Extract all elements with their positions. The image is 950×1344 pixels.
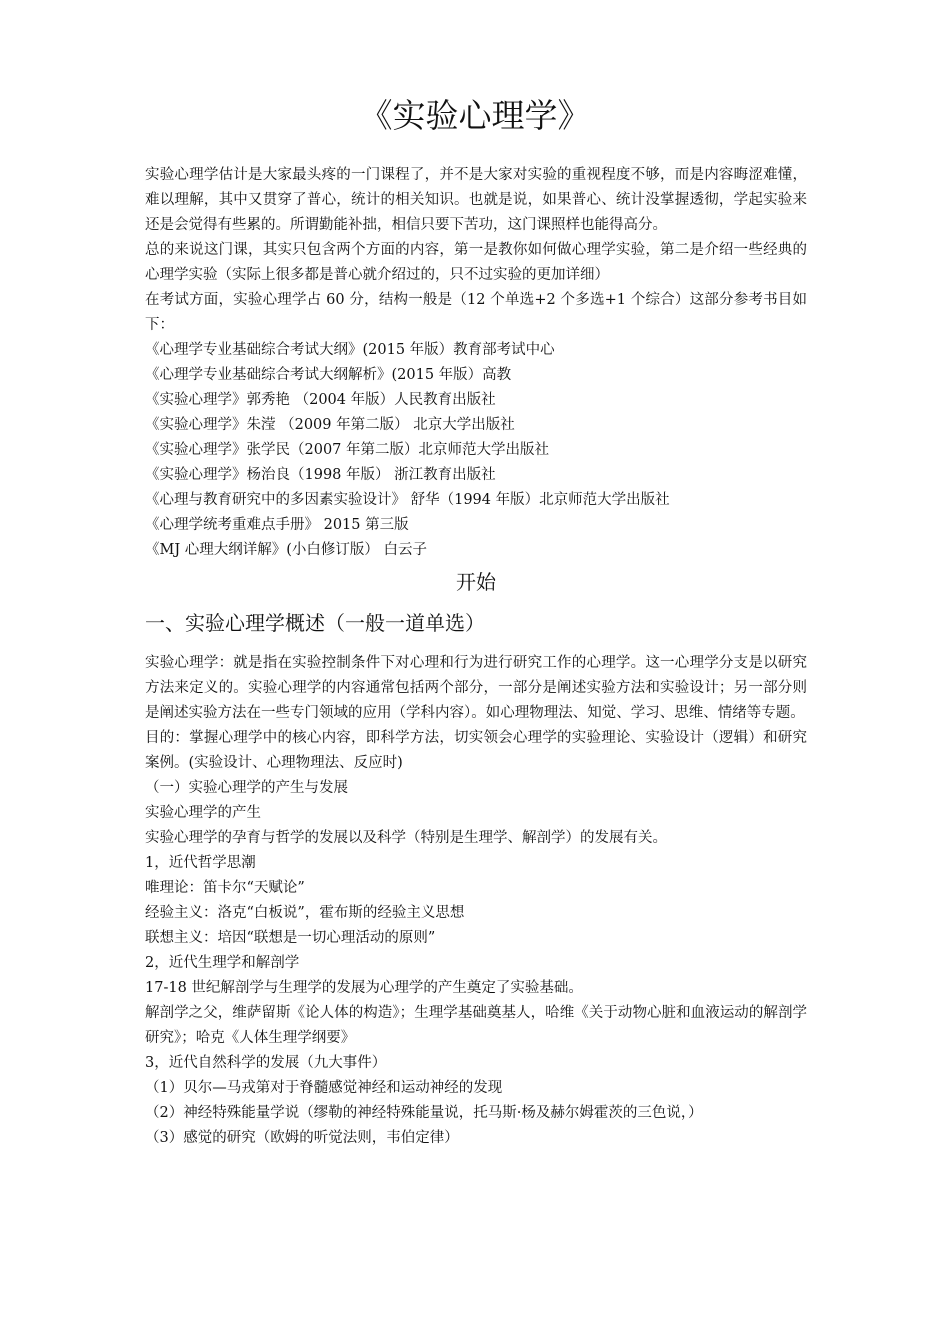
- intro-paragraph: 在考试方面，实验心理学占 60 分，结构一般是（12 个单选+2 个多选+1 个综合）这部分参考书目如下：: [145, 292, 807, 333]
- section-line: （1）贝尔—马戎第对于脊髓感觉神经和运动神经的发现: [145, 1080, 503, 1096]
- section-line: （一）实验心理学的产生与发展: [145, 780, 348, 796]
- reference-book: 《实验心理学》郭秀艳 （2004 年版）人民教育出版社: [145, 392, 496, 408]
- reference-book: 《实验心理学》张学民（2007 年第二版）北京师范大学出版社: [145, 442, 550, 458]
- section-line: （2）神经特殊能量学说（缪勒的神经特殊能量说，托马斯·杨及赫尔姆霍茨的三色说，）: [145, 1105, 703, 1121]
- intro-paragraph: 实验心理学估计是大家最头疼的一门课程了，并不是大家对实验的重视程度不够，而是内容晦涩难懂，难以理解，其中又贯穿了普心，统计的相关知识。也就是说，如果普心、统计没掌握透彻，学起实验来还是会觉得有些累的。所谓勤能补拙，相信只要下苦功，这门课照样也能得高分。: [145, 167, 807, 233]
- section-paragraph: 解剖学之父，维萨留斯《论人体的构造》；生理学基础奠基人，哈维《关于动物心脏和血液运动的解剖学研究》；哈克《人体生理学纲要》: [145, 1005, 807, 1046]
- reference-book: 《心理与教育研究中的多因素实验设计》 舒华（1994 年版）北京师范大学出版社: [145, 492, 670, 508]
- section-paragraph: 目的：掌握心理学中的核心内容，即科学方法，切实领会心理学的实验理论、实验设计（逻辑）和研究案例。(实验设计、心理物理法、反应时): [145, 730, 807, 771]
- section-line: 经验主义：洛克“白板说”，霍布斯的经验主义思想: [145, 905, 465, 921]
- section-line: 联想主义：培因“联想是一切心理活动的原则”: [145, 930, 436, 946]
- section-line: 1，近代哲学思潮: [145, 855, 256, 871]
- reference-book-list: [145, 338, 807, 563]
- section-line: 17-18 世纪解剖学与生理学的发展为心理学的产生奠定了实验基础。: [145, 980, 583, 996]
- section-line: 实验心理学的产生: [145, 805, 261, 821]
- section-line: 3，近代自然科学的发展（九大事件）: [145, 1055, 387, 1071]
- start-heading: 开始: [456, 570, 496, 594]
- section-heading: 一、实验心理学概述（一般一道单选）: [145, 611, 485, 635]
- reference-book: 《实验心理学》杨治良（1998 年版） 浙江教育出版社: [145, 467, 496, 483]
- reference-book: 《心理学专业基础综合考试大纲》(2015 年版）教育部考试中心: [145, 342, 555, 358]
- section-line: 唯理论：笛卡尔“天赋论”: [145, 880, 305, 896]
- reference-book: 《MJ 心理大纲详解》(小白修订版） 白云子: [145, 542, 428, 558]
- intro-paragraph: 总的来说这门课，其实只包含两个方面的内容，第一是教你如何做心理学实验，第二是介绍一些经典的心理学实验（实际上很多都是普心就介绍过的，只不过实验的更加详细）: [145, 242, 807, 283]
- reference-book: 《实验心理学》朱滢 （2009 年第二版） 北京大学出版社: [145, 417, 515, 433]
- section-line: 实验心理学的孕育与哲学的发展以及科学（特别是生理学、解剖学）的发展有关。: [145, 830, 667, 846]
- section-line: （3）感觉的研究（欧姆的听觉法则，韦伯定律）: [145, 1130, 459, 1146]
- reference-book: 《心理学专业基础综合考试大纲解析》(2015 年版）高教: [145, 367, 512, 383]
- document-title: 《实验心理学》: [359, 96, 591, 135]
- reference-book: 《心理学统考重难点手册》 2015 第三版: [145, 517, 409, 533]
- document-body: [145, 163, 807, 1151]
- section-line: 2，近代生理学和解剖学: [145, 955, 300, 971]
- section-paragraph: 实验心理学：就是指在实验控制条件下对心理和行为进行研究工作的心理学。这一心理学分支是以研究方法来定义的。实验心理学的内容通常包括两个部分，一部分是阐述实验方法和实验设计；另一部分则是阐述实验方法在一些专门领域的应用（学科内容）。如心理物理法、知觉、学习、思维、情绪等专题。: [145, 655, 807, 721]
